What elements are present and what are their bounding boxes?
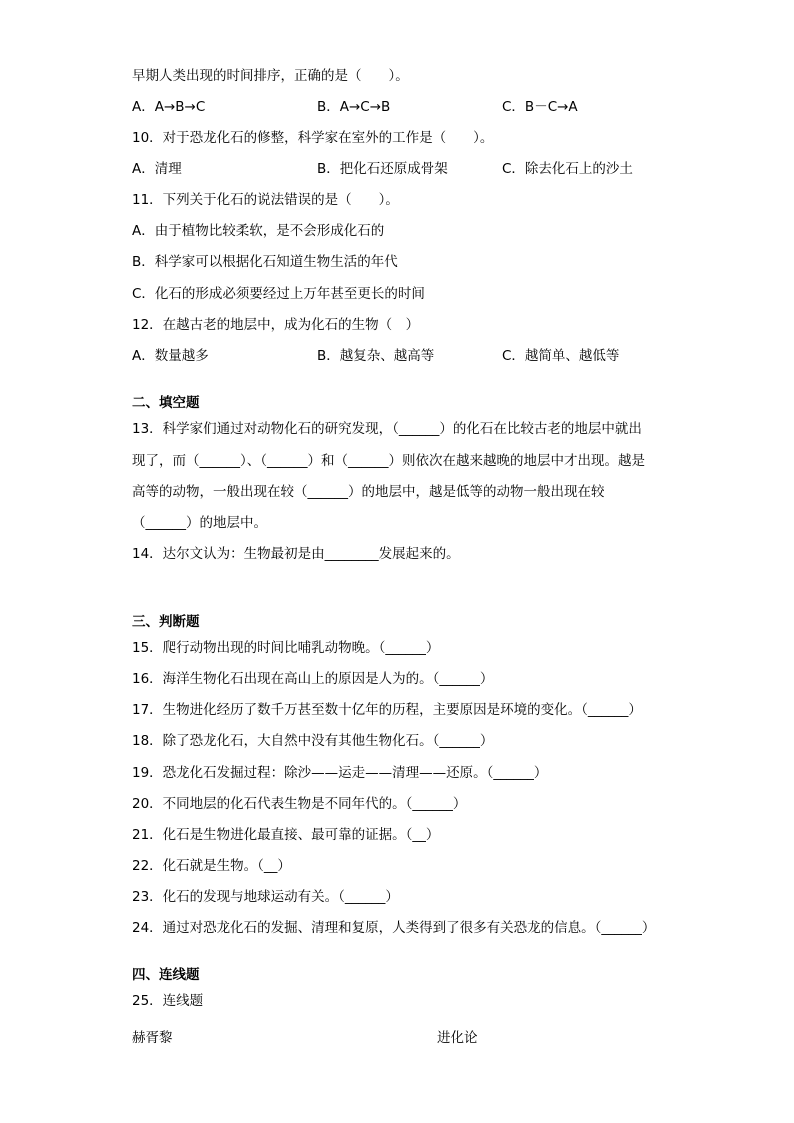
q13-line-3: 高等的动物，一般出现在较（______）的地层中，越是低等的动物一般出现在较 [132, 484, 605, 500]
q11-option-b: B．科学家可以根据化石知道生物生活的年代 [132, 254, 398, 270]
q24: 24．通过对恐龙化石的发掘、清理和复原，人类得到了很多有关恐龙的信息。（______） [132, 920, 656, 936]
q12-stem: 12．在越古老的地层中，成为化石的生物（ ） [132, 317, 420, 333]
q11-option-a: A．由于植物比较柔软，是不会形成化石的 [132, 223, 385, 239]
q19: 19．恐龙化石发掘过程：除沙——运走——清理——还原。（______） [132, 765, 548, 781]
q23: 23．化石的发现与地球运动有关。（______） [132, 889, 399, 905]
section4-title: 四、连线题 [132, 967, 200, 983]
q9-option-b: B．A→C→B [317, 99, 391, 115]
q12-option-b: B．越复杂、越高等 [317, 348, 435, 364]
q10-option-c: C．除去化石上的沙土 [502, 161, 633, 177]
section3-title: 三、判断题 [132, 614, 200, 630]
match-right-item[interactable]: 进化论 [437, 1030, 478, 1046]
q12-option-a: A．数量越多 [132, 348, 209, 364]
q16: 16．海洋生物化石出现在高山上的原因是人为的。（______） [132, 671, 494, 687]
q21: 21．化石是生物进化最直接、最可靠的证据。（__） [132, 827, 440, 843]
q15: 15．爬行动物出现的时间比哺乳动物晚。（______） [132, 640, 440, 656]
q10-stem: 10．对于恐龙化石的修整，科学家在室外的工作是（ ）。 [132, 130, 494, 146]
q9-option-a: A．A→B→C [132, 99, 206, 115]
q25: 25．连线题 [132, 993, 204, 1009]
q22: 22．化石就是生物。（__） [132, 858, 291, 874]
q13-line-2: 现了，而（______）、（______）和（______）则依次在越来越晚的地层中才出现。越是 [132, 453, 645, 469]
q10-option-b: B．把化石还原成骨架 [317, 161, 448, 177]
q13-line-1: 13．科学家们通过对动物化石的研究发现，（______）的化石在比较古老的地层中就出 [132, 421, 642, 437]
q17: 17．生物进化经历了数千万甚至数十亿年的历程，主要原因是环境的变化。（______） [132, 702, 642, 718]
q14: 14．达尔文认为：生物最初是由________发展起来的。 [132, 546, 460, 562]
q11-option-c: C．化石的形成必须要经过上万年甚至更长的时间 [132, 286, 425, 302]
section2-title: 二、填空题 [132, 395, 200, 411]
match-left-item[interactable]: 赫胥黎 [132, 1030, 173, 1046]
q13-line-4: （______）的地层中。 [132, 515, 267, 531]
q11-stem: 11．下列关于化石的说法错误的是（ ）。 [132, 192, 399, 208]
q10-option-a: A．清理 [132, 161, 182, 177]
q18: 18．除了恐龙化石，大自然中没有其他生物化石。（______） [132, 733, 494, 749]
q20: 20．不同地层的化石代表生物是不同年代的。（______） [132, 796, 467, 812]
q12-option-c: C．越简单、越低等 [502, 348, 620, 364]
q9-stem: 早期人类出现的时间排序，正确的是（ ）。 [132, 68, 409, 84]
q9-option-c: C．B－C→A [502, 99, 578, 115]
